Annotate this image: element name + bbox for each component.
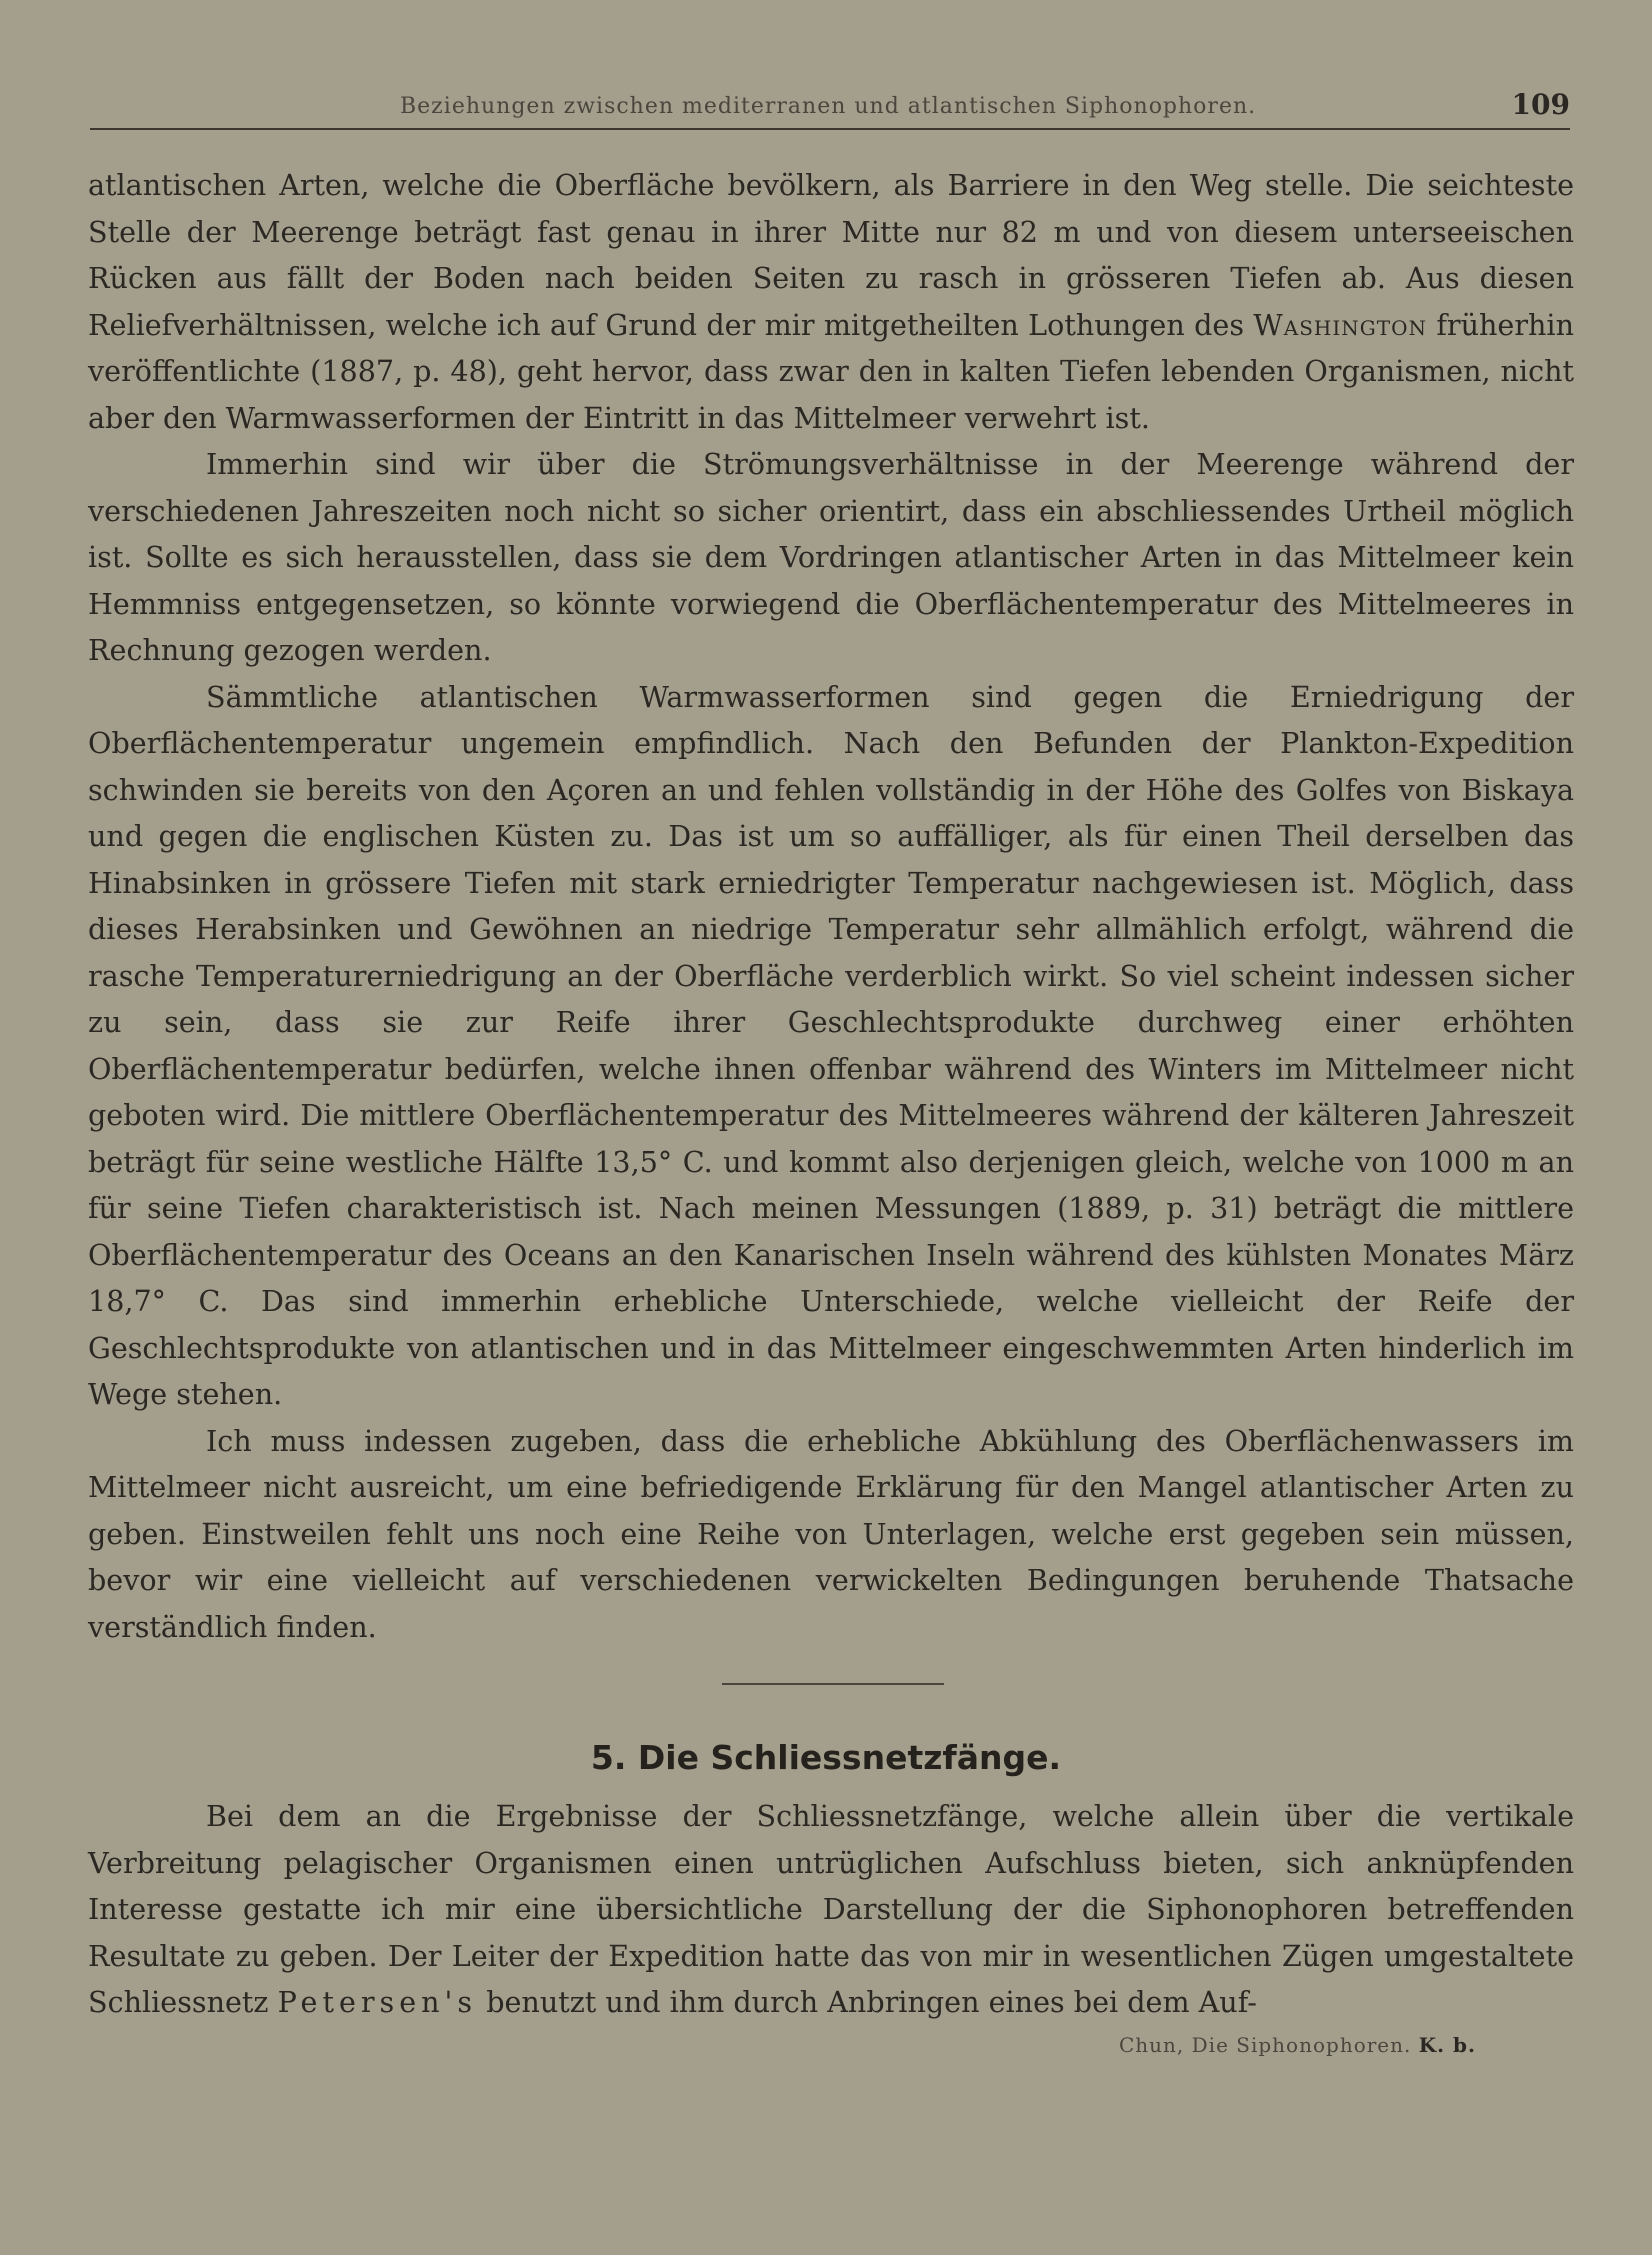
paragraph-2: Immerhin sind wir über die Strömungsverhältnisse in der Meerenge während der verschiedenen Jahreszeiten noch nicht so sicher orientirt, dass ein abschliessendes Urtheil möglich ist. Sollte es sich herausstellen, dass sie dem Vordringen atlantischer Arten in das Mittelmeer kein Hemmniss entgegensetzen, so könnte vorwiegend die Oberflächentemperatur des Mittelmeeres in Rechnung gezogen werden. <box>88 447 1574 667</box>
footer-signature <box>1119 2033 1476 2057</box>
paragraph-3: Sämmtliche atlantischen Warmwasserformen sind gegen die Erniedrigung der Oberflächentemperatur ungemein empfindlich. Nach den Befunden der Plankton-Expedition schwinden sie bereits von den Açoren an und fehlen vollständig in der Höhe des Golfes von Biskaya und gegen die englischen Küsten zu. Das ist um so auffälliger, als für einen Theil derselben das Hinabsinken in grössere Tiefen mit stark erniedrigter Temperatur nachgewiesen ist. Möglich, dass dieses Herabsinken und Gewöhnen an niedrige Temperatur sehr allmählich erfolgt, während die rasche Temperaturerniedrigung an der Oberfläche verderblich wirkt. So viel scheint indessen sicher zu sein, dass sie zur Reife ihrer Geschlechtsprodukte durchweg einer erhöhten Oberflächentemperatur bedürfen, welche ihnen offenbar während des Winters im Mittelmeer nicht geboten wird. Die mittlere Oberflächentemperatur des Mittelmeeres während der kälteren Jahreszeit beträgt für seine westliche Hälfte 13,5° C. und kommt also derjenigen gleich, welche von 1000 m an für seine Tiefen charakteristisch ist. Nach meinen Messungen (1889, p. 31) beträgt die mittlere Oberflächentemperatur des Oceans an den Kanarischen Inseln während des kühlsten Monates März 18,7° C. Das sind immerhin erhebliche Unterschiede, welche vielleicht der Reife der Geschlechtsprodukte von atlantischen und in das Mittelmeer eingeschwemmten Arten hinderlich im Wege stehen. <box>88 679 1574 1411</box>
section-separator <box>722 1683 944 1685</box>
page-number: 109 <box>1511 88 1570 121</box>
paragraph-1-part-b: früherhin veröffentlichte (1887, p. 48), geht hervor, dass zwar den in kalten Tiefen lebenden Organismen, nicht aber den Warmwasserformen der Eintritt in das Mittelmeer verwehrt ist. <box>88 307 1574 435</box>
paragraph-5-part-a: Bei dem an die Ergebnisse der Schliessnetzfänge, welche allein über die vertikale Verbreitung pelagischer Organismen einen untrüglichen Aufschluss bieten, sich anknüpfenden Interesse gestatte ich mir eine übersichtliche Darstellung der die Siphonophoren betreffenden Resultate zu geben. Der Leiter der Expedition hatte das von mir in wesentlichen Zügen umgestaltete Schliessnetz <box>88 1799 1574 2019</box>
running-title: Beziehungen zwischen mediterranen und atlantischen Siphonophoren. <box>400 94 1257 119</box>
running-head <box>90 88 1570 130</box>
body-text-section-5 <box>88 1793 1574 2026</box>
paragraph-5 <box>88 1793 1574 2026</box>
author-name: Petersen's <box>277 1985 478 2019</box>
signature-text: Chun, Die Siphonophoren. <box>1118 2033 1412 2057</box>
paragraph-1-part-a: atlantischen Arten, welche die Oberfläche bevölkern, als Barriere in den Weg stelle. Die seichteste Stelle der Meerenge beträgt fast genau in ihrer Mitte nur 82 m und von diesem unterseeischen Rücken aus fällt der Boden nach beiden Seiten zu rasch in grösseren Tiefen ab. Aus diesen Reliefverhältnissen, welche ich auf Grund der mir mitgetheilten Lothungen des <box>88 168 1574 342</box>
section-heading: 5. Die Schliessnetzfänge. <box>590 1738 1062 1777</box>
body-text-section-4 <box>88 162 1574 1650</box>
paragraph-5-part-b: benutzt und ihm durch Anbringen eines bei dem Auf- <box>486 1985 1257 2019</box>
paragraph-4: Ich muss indessen zugeben, dass die erhebliche Abkühlung des Oberflächenwassers im Mittelmeer nicht ausreicht, um eine befriedigende Erklärung für den Mangel atlantischer Arten zu geben. Einstweilen fehlt uns noch eine Reihe von Unterlagen, welche erst gegeben sein müssen, bevor wir eine vielleicht auf verschiedenen verwickelten Bedingungen beruhende Thatsache verständlich finden. <box>88 1423 1574 1644</box>
ship-name: Washington <box>1253 307 1427 342</box>
sheet-mark: K. b. <box>1418 2033 1476 2057</box>
paragraph-1 <box>88 162 1574 441</box>
